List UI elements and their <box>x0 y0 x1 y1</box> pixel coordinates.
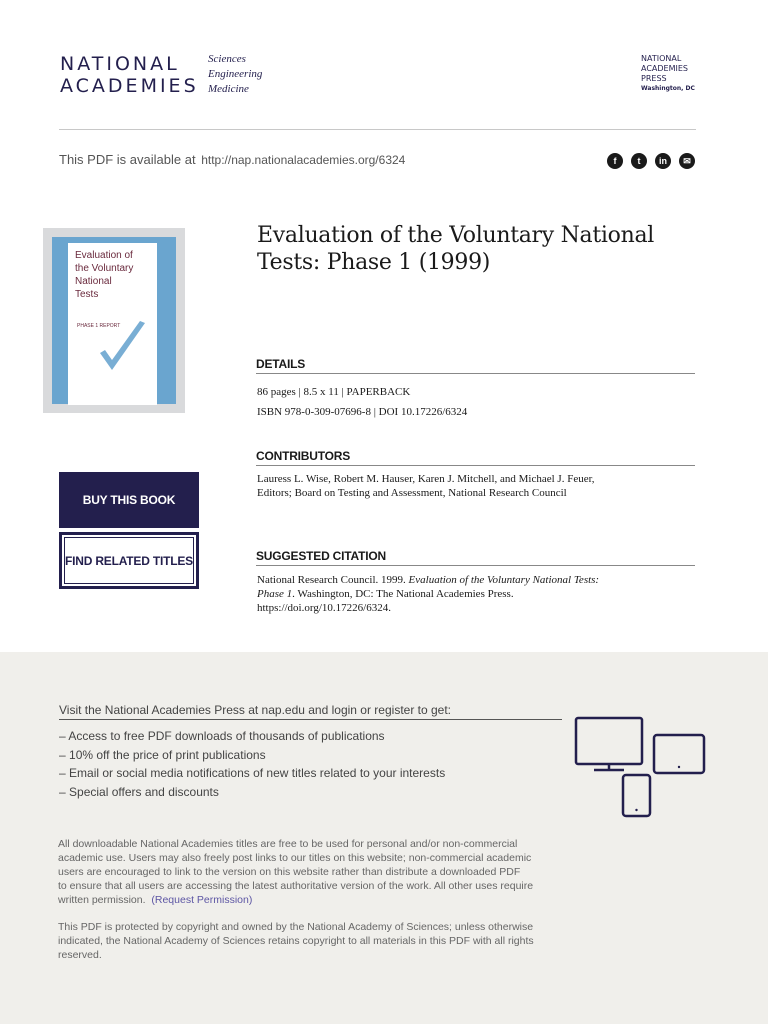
citation-prefix: National Research Council. 1999. <box>257 574 409 586</box>
logo-subtitle <box>208 52 262 97</box>
cover-title-text: Evaluation of the Voluntary National Tests <box>75 250 134 300</box>
book-title: Evaluation of the Voluntary National Tests: Phase 1 (1999) <box>257 223 655 275</box>
legal-copyright-line: This PDF is protected by copyright and owned by the National Academy of Sciences; unless otherwise <box>58 921 534 933</box>
benefit-item: – Special offers and discounts <box>59 783 445 802</box>
email-icon[interactable]: ✉ <box>679 153 695 169</box>
citation-doi[interactable]: https://doi.org/10.17226/6324. <box>257 602 391 614</box>
legal-copyright-line: reserved. <box>58 949 102 961</box>
twitter-icon[interactable]: t <box>631 153 647 169</box>
logo-line-2: ACADEMIES <box>60 75 199 97</box>
press-logo-city: Washington, DC <box>641 85 695 92</box>
national-academies-logo <box>60 53 199 97</box>
details-text <box>257 382 697 422</box>
checkmark-icon <box>90 318 150 378</box>
legal-copyright-paragraph <box>58 920 564 962</box>
citation-title-part-1: Evaluation of the Voluntary National Tests: <box>408 574 600 586</box>
contributors-heading: CONTRIBUTORS <box>256 449 695 466</box>
benefit-item: – Access to free PDF downloads of thousands of publications <box>59 727 445 746</box>
legal-copyright-line: indicated, the National Academy of Sciences retains copyright to all materials in this PDF with all rights <box>58 935 534 947</box>
legal-usage-line: written permission. <box>58 894 146 906</box>
social-share-icons <box>607 153 695 169</box>
legal-usage-line: academic use. Users may also freely post links to our titles on this website; non-commercial academic <box>58 852 532 864</box>
benefit-item: – 10% off the price of print publications <box>59 746 445 765</box>
availability-url[interactable]: http://nap.nationalacademies.org/6324 <box>201 153 406 167</box>
citation-heading: SUGGESTED CITATION <box>256 549 695 566</box>
request-permission-link[interactable]: (Request Permission) <box>151 894 253 906</box>
nap-press-logo <box>641 54 695 94</box>
cover-subtitle: PHASE 1 REPORT <box>77 323 121 329</box>
buy-this-book-button[interactable]: BUY THIS BOOK <box>59 472 199 528</box>
logo-sub-sciences: Sciences <box>208 53 246 65</box>
visit-nap-line: Visit the National Academies Press at nap.edu and login or register to get: <box>59 703 562 720</box>
linkedin-icon[interactable]: in <box>655 153 671 169</box>
contributors-text <box>257 472 697 500</box>
benefit-item: – Email or social media notifications of new titles related to your interests <box>59 764 445 783</box>
cover-title <box>23 249 135 301</box>
contributors-line-2: Editors; Board on Testing and Assessment, National Research Council <box>257 487 567 499</box>
press-logo-line-1: NATIONAL <box>641 54 682 63</box>
facebook-icon[interactable]: f <box>607 153 623 169</box>
legal-usage-line: All downloadable National Academies titles are free to be used for personal and/or non-commercial <box>58 838 518 850</box>
logo-sub-engineering: Engineering <box>208 68 263 80</box>
details-line-1: 86 pages | 8.5 x 11 | PAPERBACK <box>257 386 411 398</box>
press-logo-line-2: ACADEMIES <box>641 64 688 73</box>
legal-usage-line: to ensure that all users are accessing the latest authoritative version of the work. All other uses require <box>58 880 534 892</box>
logo-line-1: NATIONAL <box>60 53 180 75</box>
availability-label: This PDF is available at <box>59 152 196 167</box>
logo-sub-medicine: Medicine <box>208 83 249 95</box>
details-line-2: ISBN 978-0-309-07696-8 | DOI 10.17226/6324 <box>257 406 468 418</box>
header-divider <box>59 129 696 130</box>
legal-usage-paragraph <box>58 837 564 907</box>
devices-icon <box>574 716 708 820</box>
citation-title-part-2: Phase 1 <box>257 588 293 600</box>
citation-publisher: . Washington, DC: The National Academies Press. <box>292 588 514 600</box>
press-logo-line-3: PRESS <box>641 74 667 83</box>
details-heading: DETAILS <box>256 357 695 374</box>
citation-text <box>257 573 697 615</box>
contributors-line-1: Lauress L. Wise, Robert M. Hauser, Karen J. Mitchell, and Michael J. Feuer, <box>257 473 595 485</box>
find-related-titles-button[interactable]: FIND RELATED TITLES <box>59 532 199 589</box>
legal-usage-line: users are encouraged to link to the version on this website rather than distribute a downloaded PDF <box>58 866 521 878</box>
availability-line <box>59 152 405 167</box>
benefits-list <box>59 727 445 801</box>
